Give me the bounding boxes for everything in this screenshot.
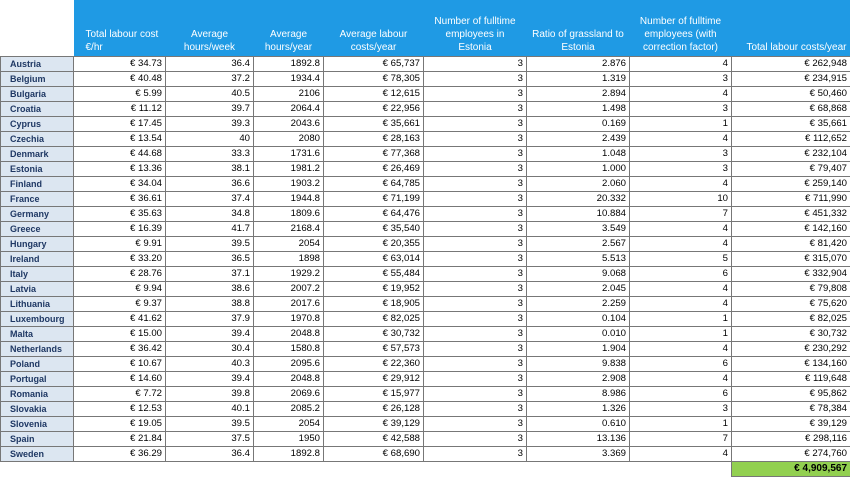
avg-hours-week-cell: 36.6 [166, 177, 254, 192]
total-labour-cost-cell: € 9.94 [74, 282, 166, 297]
header-row [1, 0, 850, 57]
avg-hours-year-cell: 2048.8 [254, 372, 324, 387]
num-fulltime-corrected-cell: 6 [630, 387, 732, 402]
header-num-fulltime-estonia: Number of fulltime employees in Estonia [424, 0, 527, 57]
avg-hours-year-cell: 1934.4 [254, 72, 324, 87]
num-fulltime-corrected-cell: 7 [630, 207, 732, 222]
avg-labour-costs-year-cell: € 18,905 [324, 297, 424, 312]
table-row [1, 177, 850, 192]
num-fulltime-estonia-cell: 3 [424, 357, 527, 372]
avg-labour-costs-year-cell: € 78,305 [324, 72, 424, 87]
country-cell: Luxembourg [1, 312, 74, 327]
num-fulltime-estonia-cell: 3 [424, 72, 527, 87]
country-cell: Cyprus [1, 117, 74, 132]
num-fulltime-estonia-cell: 3 [424, 327, 527, 342]
ratio-grassland-cell: 3.369 [527, 447, 630, 462]
num-fulltime-estonia-cell: 3 [424, 192, 527, 207]
total-labour-cost-cell: € 28.76 [74, 267, 166, 282]
avg-labour-costs-year-cell: € 28,163 [324, 132, 424, 147]
total-labour-costs-year-cell: € 451,332 [732, 207, 850, 222]
table-row [1, 192, 850, 207]
total-labour-costs-year-cell: € 259,140 [732, 177, 850, 192]
num-fulltime-corrected-cell: 3 [630, 402, 732, 417]
table-row [1, 417, 850, 432]
num-fulltime-corrected-cell: 4 [630, 57, 732, 72]
total-labour-costs-year-cell: € 274,760 [732, 447, 850, 462]
total-labour-costs-year-cell: € 78,384 [732, 402, 850, 417]
ratio-grassland-cell: 3.549 [527, 222, 630, 237]
ratio-grassland-cell: 1.904 [527, 342, 630, 357]
num-fulltime-estonia-cell: 3 [424, 312, 527, 327]
avg-labour-costs-year-cell: € 30,732 [324, 327, 424, 342]
avg-hours-year-cell: 1903.2 [254, 177, 324, 192]
avg-labour-costs-year-cell: € 12,615 [324, 87, 424, 102]
avg-labour-costs-year-cell: € 20,355 [324, 237, 424, 252]
ratio-grassland-cell: 2.439 [527, 132, 630, 147]
country-cell: Netherlands [1, 342, 74, 357]
avg-hours-week-cell: 40 [166, 132, 254, 147]
country-cell: Denmark [1, 147, 74, 162]
avg-hours-week-cell: 40.3 [166, 357, 254, 372]
country-cell: Bulgaria [1, 87, 74, 102]
avg-hours-year-cell: 2043.6 [254, 117, 324, 132]
table-row [1, 147, 850, 162]
header-avg-labour-costs-year: Average labour costs/year [324, 0, 424, 57]
num-fulltime-corrected-cell: 4 [630, 177, 732, 192]
total-labour-cost-cell: € 15.00 [74, 327, 166, 342]
num-fulltime-corrected-cell: 4 [630, 132, 732, 147]
avg-hours-week-cell: 33.3 [166, 147, 254, 162]
ratio-grassland-cell: 10.884 [527, 207, 630, 222]
avg-hours-year-cell: 1809.6 [254, 207, 324, 222]
total-labour-costs-year-cell: € 234,915 [732, 72, 850, 87]
country-cell: Latvia [1, 282, 74, 297]
total-labour-cost-cell: € 34.73 [74, 57, 166, 72]
total-labour-cost-cell: € 44.68 [74, 147, 166, 162]
avg-hours-year-cell: 2048.8 [254, 327, 324, 342]
avg-hours-year-cell: 2054 [254, 417, 324, 432]
num-fulltime-estonia-cell: 3 [424, 177, 527, 192]
avg-labour-costs-year-cell: € 39,129 [324, 417, 424, 432]
avg-labour-costs-year-cell: € 29,912 [324, 372, 424, 387]
ratio-grassland-cell: 0.010 [527, 327, 630, 342]
num-fulltime-estonia-cell: 3 [424, 87, 527, 102]
avg-hours-week-cell: 40.1 [166, 402, 254, 417]
avg-hours-year-cell: 2069.6 [254, 387, 324, 402]
ratio-grassland-cell: 1.326 [527, 402, 630, 417]
num-fulltime-estonia-cell: 3 [424, 282, 527, 297]
num-fulltime-estonia-cell: 3 [424, 207, 527, 222]
total-labour-costs-year-cell: € 315,070 [732, 252, 850, 267]
num-fulltime-estonia-cell: 3 [424, 147, 527, 162]
num-fulltime-corrected-cell: 1 [630, 417, 732, 432]
ratio-grassland-cell: 2.060 [527, 177, 630, 192]
avg-labour-costs-year-cell: € 77,368 [324, 147, 424, 162]
num-fulltime-estonia-cell: 3 [424, 417, 527, 432]
avg-labour-costs-year-cell: € 19,952 [324, 282, 424, 297]
table-row [1, 402, 850, 417]
table-row [1, 372, 850, 387]
country-cell: Finland [1, 177, 74, 192]
total-labour-costs-year-cell: € 35,661 [732, 117, 850, 132]
country-cell: Greece [1, 222, 74, 237]
avg-labour-costs-year-cell: € 71,199 [324, 192, 424, 207]
avg-hours-week-cell: 37.2 [166, 72, 254, 87]
total-labour-cost-cell: € 17.45 [74, 117, 166, 132]
avg-hours-year-cell: 1731.6 [254, 147, 324, 162]
avg-labour-costs-year-cell: € 68,690 [324, 447, 424, 462]
total-labour-cost-cell: € 35.63 [74, 207, 166, 222]
num-fulltime-estonia-cell: 3 [424, 102, 527, 117]
total-labour-costs-year-cell: € 79,407 [732, 162, 850, 177]
country-cell: Italy [1, 267, 74, 282]
avg-hours-year-cell: 1898 [254, 252, 324, 267]
num-fulltime-corrected-cell: 6 [630, 267, 732, 282]
total-labour-cost-cell: € 10.67 [74, 357, 166, 372]
table-row [1, 72, 850, 87]
country-cell: Poland [1, 357, 74, 372]
country-cell: France [1, 192, 74, 207]
country-cell: Lithuania [1, 297, 74, 312]
total-labour-cost-cell: € 41.62 [74, 312, 166, 327]
total-labour-cost-cell: € 16.39 [74, 222, 166, 237]
avg-hours-week-cell: 41.7 [166, 222, 254, 237]
total-labour-costs-year-cell: € 142,160 [732, 222, 850, 237]
avg-hours-week-cell: 37.1 [166, 267, 254, 282]
avg-labour-costs-year-cell: € 22,360 [324, 357, 424, 372]
country-cell: Croatia [1, 102, 74, 117]
num-fulltime-corrected-cell: 1 [630, 312, 732, 327]
total-labour-cost-cell: € 40.48 [74, 72, 166, 87]
avg-hours-week-cell: 36.5 [166, 252, 254, 267]
num-fulltime-corrected-cell: 4 [630, 87, 732, 102]
total-row [1, 462, 850, 477]
total-labour-costs-year-cell: € 112,652 [732, 132, 850, 147]
num-fulltime-estonia-cell: 3 [424, 162, 527, 177]
country-cell: Germany [1, 207, 74, 222]
ratio-grassland-cell: 1.498 [527, 102, 630, 117]
table-row [1, 162, 850, 177]
num-fulltime-estonia-cell: 3 [424, 117, 527, 132]
total-labour-costs-year-cell: € 230,292 [732, 342, 850, 357]
country-cell: Malta [1, 327, 74, 342]
total-labour-cost-cell: € 36.29 [74, 447, 166, 462]
num-fulltime-estonia-cell: 3 [424, 222, 527, 237]
ratio-grassland-cell: 5.513 [527, 252, 630, 267]
total-labour-cost-cell: € 19.05 [74, 417, 166, 432]
header-total-labour-costs-year: Total labour costs/year [732, 0, 850, 57]
avg-hours-week-cell: 38.6 [166, 282, 254, 297]
header-ratio-grassland: Ratio of grassland to Estonia [527, 0, 630, 57]
avg-hours-year-cell: 2017.6 [254, 297, 324, 312]
avg-hours-week-cell: 39.5 [166, 237, 254, 252]
table-row [1, 237, 850, 252]
avg-labour-costs-year-cell: € 35,661 [324, 117, 424, 132]
num-fulltime-corrected-cell: 3 [630, 72, 732, 87]
total-labour-costs-year-cell: € 298,116 [732, 432, 850, 447]
avg-hours-week-cell: 34.8 [166, 207, 254, 222]
total-labour-cost-cell: € 13.54 [74, 132, 166, 147]
num-fulltime-estonia-cell: 3 [424, 132, 527, 147]
avg-labour-costs-year-cell: € 42,588 [324, 432, 424, 447]
avg-labour-costs-year-cell: € 26,469 [324, 162, 424, 177]
num-fulltime-estonia-cell: 3 [424, 387, 527, 402]
num-fulltime-estonia-cell: 3 [424, 57, 527, 72]
ratio-grassland-cell: 2.908 [527, 372, 630, 387]
num-fulltime-corrected-cell: 10 [630, 192, 732, 207]
avg-hours-year-cell: 1580.8 [254, 342, 324, 357]
avg-labour-costs-year-cell: € 63,014 [324, 252, 424, 267]
total-labour-costs-year-cell: € 332,904 [732, 267, 850, 282]
avg-hours-week-cell: 37.9 [166, 312, 254, 327]
total-row-spacer [1, 462, 732, 477]
table-row [1, 57, 850, 72]
num-fulltime-corrected-cell: 4 [630, 237, 732, 252]
avg-labour-costs-year-cell: € 55,484 [324, 267, 424, 282]
total-labour-cost-cell: € 9.37 [74, 297, 166, 312]
num-fulltime-estonia-cell: 3 [424, 342, 527, 357]
avg-hours-week-cell: 37.5 [166, 432, 254, 447]
total-labour-cost-cell: € 12.53 [74, 402, 166, 417]
avg-hours-year-cell: 1950 [254, 432, 324, 447]
avg-hours-year-cell: 2106 [254, 87, 324, 102]
total-labour-costs-year-cell: € 262,948 [732, 57, 850, 72]
num-fulltime-corrected-cell: 3 [630, 162, 732, 177]
table-row [1, 222, 850, 237]
total-labour-costs-year-cell: € 50,460 [732, 87, 850, 102]
num-fulltime-corrected-cell: 3 [630, 147, 732, 162]
avg-labour-costs-year-cell: € 22,956 [324, 102, 424, 117]
country-cell: Estonia [1, 162, 74, 177]
table-row [1, 327, 850, 342]
avg-hours-week-cell: 38.8 [166, 297, 254, 312]
num-fulltime-estonia-cell: 3 [424, 402, 527, 417]
ratio-grassland-cell: 2.045 [527, 282, 630, 297]
table-row [1, 252, 850, 267]
total-labour-costs-year-cell: € 81,420 [732, 237, 850, 252]
total-labour-cost-cell: € 34.04 [74, 177, 166, 192]
ratio-grassland-cell: 0.169 [527, 117, 630, 132]
table-row [1, 342, 850, 357]
avg-hours-year-cell: 1892.8 [254, 57, 324, 72]
avg-hours-year-cell: 1970.8 [254, 312, 324, 327]
ratio-grassland-cell: 2.259 [527, 297, 630, 312]
country-cell: Hungary [1, 237, 74, 252]
ratio-grassland-cell: 0.610 [527, 417, 630, 432]
total-labour-cost-cell: € 13.36 [74, 162, 166, 177]
num-fulltime-estonia-cell: 3 [424, 267, 527, 282]
num-fulltime-corrected-cell: 4 [630, 282, 732, 297]
avg-hours-week-cell: 38.1 [166, 162, 254, 177]
avg-hours-week-cell: 37.4 [166, 192, 254, 207]
total-labour-cost-cell: € 21.84 [74, 432, 166, 447]
table-row [1, 312, 850, 327]
table-row [1, 102, 850, 117]
num-fulltime-corrected-cell: 4 [630, 297, 732, 312]
table-row [1, 447, 850, 462]
num-fulltime-estonia-cell: 3 [424, 372, 527, 387]
country-cell: Belgium [1, 72, 74, 87]
avg-hours-week-cell: 39.8 [166, 387, 254, 402]
total-labour-costs-year-cell: € 39,129 [732, 417, 850, 432]
num-fulltime-estonia-cell: 3 [424, 237, 527, 252]
ratio-grassland-cell: 2.894 [527, 87, 630, 102]
ratio-grassland-cell: 13.136 [527, 432, 630, 447]
total-labour-costs-year-cell: € 30,732 [732, 327, 850, 342]
avg-labour-costs-year-cell: € 15,977 [324, 387, 424, 402]
avg-hours-year-cell: 1981.2 [254, 162, 324, 177]
ratio-grassland-cell: 1.000 [527, 162, 630, 177]
total-labour-cost-cell: € 36.42 [74, 342, 166, 357]
avg-hours-week-cell: 36.4 [166, 57, 254, 72]
avg-hours-year-cell: 2064.4 [254, 102, 324, 117]
total-labour-cost-cell: € 5.99 [74, 87, 166, 102]
avg-hours-year-cell: 2095.6 [254, 357, 324, 372]
avg-hours-year-cell: 2007.2 [254, 282, 324, 297]
avg-hours-week-cell: 39.4 [166, 372, 254, 387]
num-fulltime-estonia-cell: 3 [424, 297, 527, 312]
ratio-grassland-cell: 1.319 [527, 72, 630, 87]
table-row [1, 132, 850, 147]
avg-labour-costs-year-cell: € 64,476 [324, 207, 424, 222]
avg-hours-week-cell: 39.3 [166, 117, 254, 132]
country-cell: Austria [1, 57, 74, 72]
total-labour-costs-year-cell: € 95,862 [732, 387, 850, 402]
avg-labour-costs-year-cell: € 64,785 [324, 177, 424, 192]
table-row [1, 387, 850, 402]
avg-hours-week-cell: 30.4 [166, 342, 254, 357]
grand-total-cell: € 4,909,567 [732, 462, 850, 477]
num-fulltime-corrected-cell: 1 [630, 327, 732, 342]
country-cell: Ireland [1, 252, 74, 267]
total-labour-cost-cell: € 33.20 [74, 252, 166, 267]
avg-labour-costs-year-cell: € 57,573 [324, 342, 424, 357]
num-fulltime-corrected-cell: 5 [630, 252, 732, 267]
num-fulltime-corrected-cell: 7 [630, 432, 732, 447]
avg-hours-year-cell: 1944.8 [254, 192, 324, 207]
num-fulltime-corrected-cell: 4 [630, 447, 732, 462]
total-labour-costs-year-cell: € 82,025 [732, 312, 850, 327]
header-num-fulltime-corrected: Number of fulltime employees (with correction factor) [630, 0, 732, 57]
total-labour-costs-year-cell: € 68,868 [732, 102, 850, 117]
num-fulltime-corrected-cell: 6 [630, 357, 732, 372]
total-labour-costs-year-cell: € 119,648 [732, 372, 850, 387]
avg-labour-costs-year-cell: € 26,128 [324, 402, 424, 417]
header-total-labour-cost: Total labour cost €/hr [74, 0, 166, 57]
num-fulltime-corrected-cell: 4 [630, 372, 732, 387]
avg-hours-week-cell: 39.7 [166, 102, 254, 117]
ratio-grassland-cell: 2.567 [527, 237, 630, 252]
avg-labour-costs-year-cell: € 65,737 [324, 57, 424, 72]
avg-hours-year-cell: 1892.8 [254, 447, 324, 462]
avg-labour-costs-year-cell: € 82,025 [324, 312, 424, 327]
table-row [1, 207, 850, 222]
total-labour-cost-cell: € 11.12 [74, 102, 166, 117]
num-fulltime-corrected-cell: 4 [630, 222, 732, 237]
table-row [1, 87, 850, 102]
header-avg-hours-year: Average hours/year [254, 0, 324, 57]
num-fulltime-estonia-cell: 3 [424, 252, 527, 267]
table-row [1, 282, 850, 297]
table-row [1, 297, 850, 312]
country-cell: Portugal [1, 372, 74, 387]
total-labour-costs-year-cell: € 134,160 [732, 357, 850, 372]
country-cell: Slovenia [1, 417, 74, 432]
table-row [1, 432, 850, 447]
table-row [1, 117, 850, 132]
num-fulltime-corrected-cell: 3 [630, 102, 732, 117]
total-labour-costs-year-cell: € 711,990 [732, 192, 850, 207]
avg-hours-week-cell: 39.4 [166, 327, 254, 342]
total-labour-costs-year-cell: € 232,104 [732, 147, 850, 162]
header-corner [1, 0, 74, 57]
total-labour-costs-year-cell: € 75,620 [732, 297, 850, 312]
country-cell: Spain [1, 432, 74, 447]
num-fulltime-corrected-cell: 1 [630, 117, 732, 132]
total-labour-costs-year-cell: € 79,808 [732, 282, 850, 297]
avg-hours-year-cell: 1929.2 [254, 267, 324, 282]
ratio-grassland-cell: 9.068 [527, 267, 630, 282]
header-avg-hours-week: Average hours/week [166, 0, 254, 57]
ratio-grassland-cell: 1.048 [527, 147, 630, 162]
table-body [1, 57, 850, 462]
ratio-grassland-cell: 8.986 [527, 387, 630, 402]
avg-hours-year-cell: 2054 [254, 237, 324, 252]
ratio-grassland-cell: 0.104 [527, 312, 630, 327]
num-fulltime-estonia-cell: 3 [424, 432, 527, 447]
avg-hours-year-cell: 2168.4 [254, 222, 324, 237]
avg-hours-week-cell: 40.5 [166, 87, 254, 102]
avg-hours-week-cell: 39.5 [166, 417, 254, 432]
ratio-grassland-cell: 20.332 [527, 192, 630, 207]
total-labour-cost-cell: € 36.61 [74, 192, 166, 207]
num-fulltime-estonia-cell: 3 [424, 447, 527, 462]
country-cell: Czechia [1, 132, 74, 147]
country-cell: Sweden [1, 447, 74, 462]
total-labour-cost-cell: € 9.91 [74, 237, 166, 252]
avg-hours-year-cell: 2085.2 [254, 402, 324, 417]
ratio-grassland-cell: 9.838 [527, 357, 630, 372]
total-labour-cost-cell: € 14.60 [74, 372, 166, 387]
total-labour-cost-cell: € 7.72 [74, 387, 166, 402]
ratio-grassland-cell: 2.876 [527, 57, 630, 72]
num-fulltime-corrected-cell: 4 [630, 342, 732, 357]
avg-labour-costs-year-cell: € 35,540 [324, 222, 424, 237]
avg-hours-year-cell: 2080 [254, 132, 324, 147]
table-row [1, 357, 850, 372]
avg-hours-week-cell: 36.4 [166, 447, 254, 462]
country-cell: Romania [1, 387, 74, 402]
table-row [1, 267, 850, 282]
country-cell: Slovakia [1, 402, 74, 417]
